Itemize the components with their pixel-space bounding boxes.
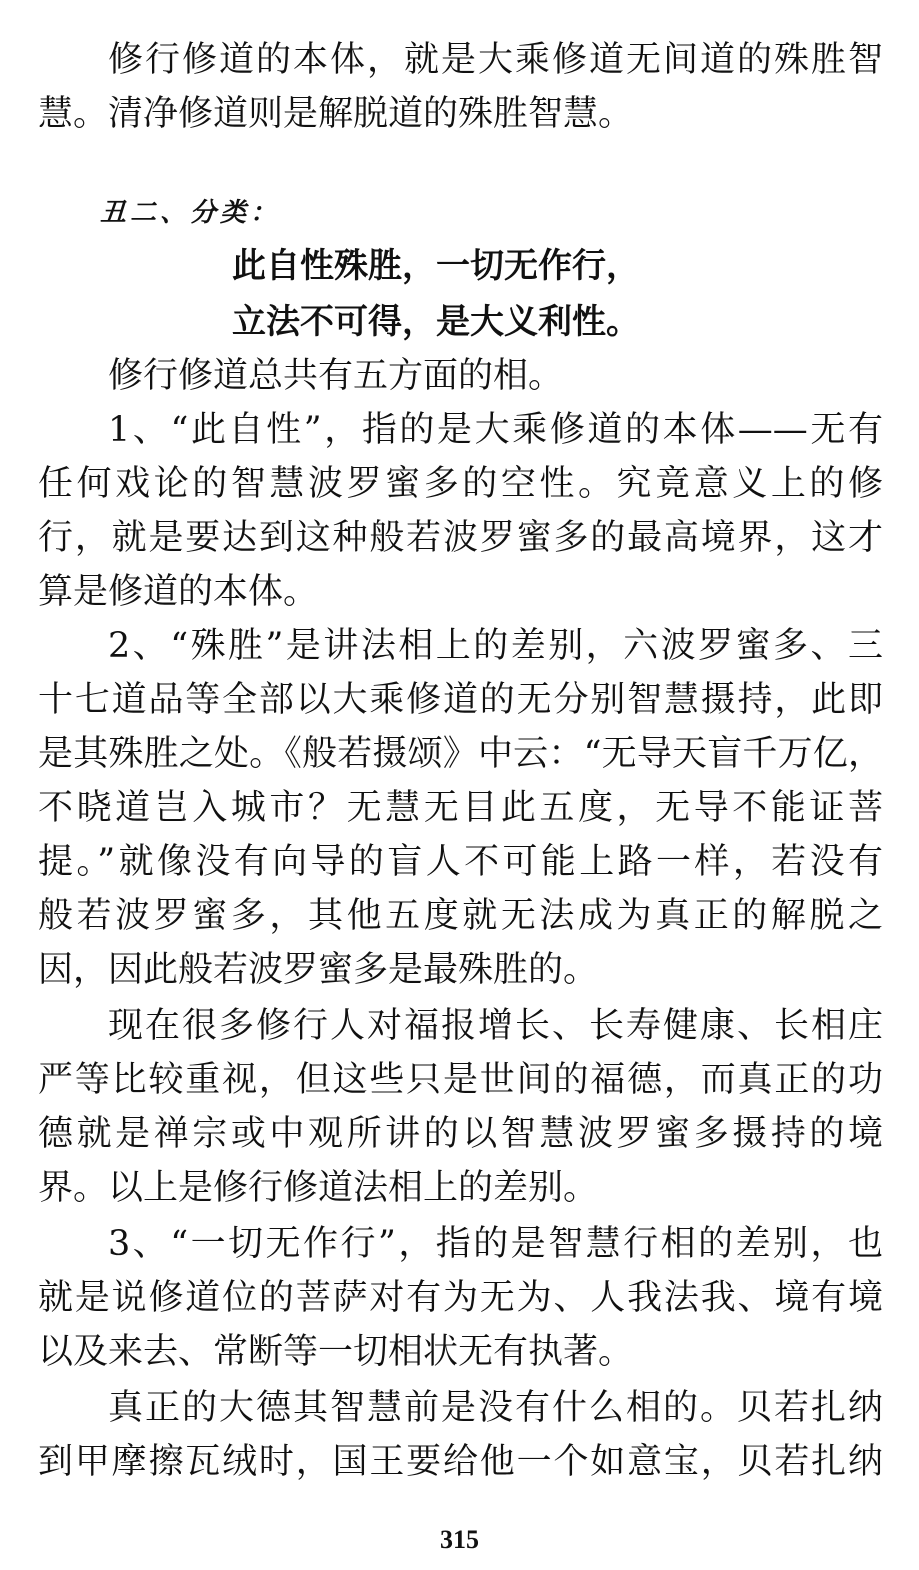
body-text-line: 行，就是要达到这种般若波罗蜜多的最高境界，这才 <box>38 518 883 558</box>
body-text-line: 提。”就像没有向导的盲人不可能上路一样，若没有 <box>38 842 883 882</box>
body-text-line: 修行修道总共有五方面的相。 <box>108 356 564 396</box>
body-text-line: 不晓道岂入城市？无慧无目此五度，无导不能证菩 <box>38 788 883 828</box>
body-text-line: 任何戏论的智慧波罗蜜多的空性。究竟意义上的修 <box>38 464 883 504</box>
body-text-line: 德就是禅宗或中观所讲的以智慧波罗蜜多摄持的境 <box>38 1114 883 1154</box>
body-text-line: 界。以上是修行修道法相上的差别。 <box>38 1168 599 1208</box>
body-text-line: 是其殊胜之处。《般若摄颂》中云：“无导天盲千万亿， <box>38 734 883 774</box>
body-text-line: 3、“一切无作行”，指的是智慧行相的差别，也 <box>108 1224 883 1264</box>
verse-line: 立法不可得，是大义利性。 <box>232 302 640 342</box>
body-text-line: 真正的大德其智慧前是没有什么相的。贝若扎纳 <box>108 1388 883 1428</box>
page-number: 315 <box>440 1525 479 1554</box>
body-text-line: 1、“此自性”，指的是大乘修道的本体——无有 <box>108 410 883 450</box>
body-text-line: 慧。清净修道则是解脱道的殊胜智慧。 <box>38 94 634 134</box>
body-text-line: 就是说修道位的菩萨对有为无为、人我法我、境有境 <box>38 1278 883 1318</box>
body-text-line: 十七道品等全部以大乘修道的无分别智慧摄持，此即 <box>38 680 883 720</box>
body-text-line: 以及来去、常断等一切相状无有执著。 <box>38 1332 634 1372</box>
body-text-line: 般若波罗蜜多，其他五度就无法成为真正的解脱之 <box>38 896 883 936</box>
body-text-line: 到甲摩擦瓦绒时，国王要给他一个如意宝，贝若扎纳 <box>38 1442 883 1482</box>
body-text-line: 现在很多修行人对福报增长、长寿健康、长相庄 <box>108 1006 883 1046</box>
section-heading: 丑二、分类： <box>100 198 281 228</box>
body-text-line: 算是修道的本体。 <box>38 572 319 612</box>
body-text-line: 2、“殊胜”是讲法相上的差别，六波罗蜜多、三 <box>108 626 883 666</box>
verse-line: 此自性殊胜，一切无作行， <box>232 246 640 286</box>
body-text-line: 严等比较重视，但这些只是世间的福德，而真正的功 <box>38 1060 883 1100</box>
body-text-line: 修行修道的本体，就是大乘修道无间道的殊胜智 <box>108 40 883 80</box>
body-text-line: 因，因此般若波罗蜜多是最殊胜的。 <box>38 950 599 990</box>
